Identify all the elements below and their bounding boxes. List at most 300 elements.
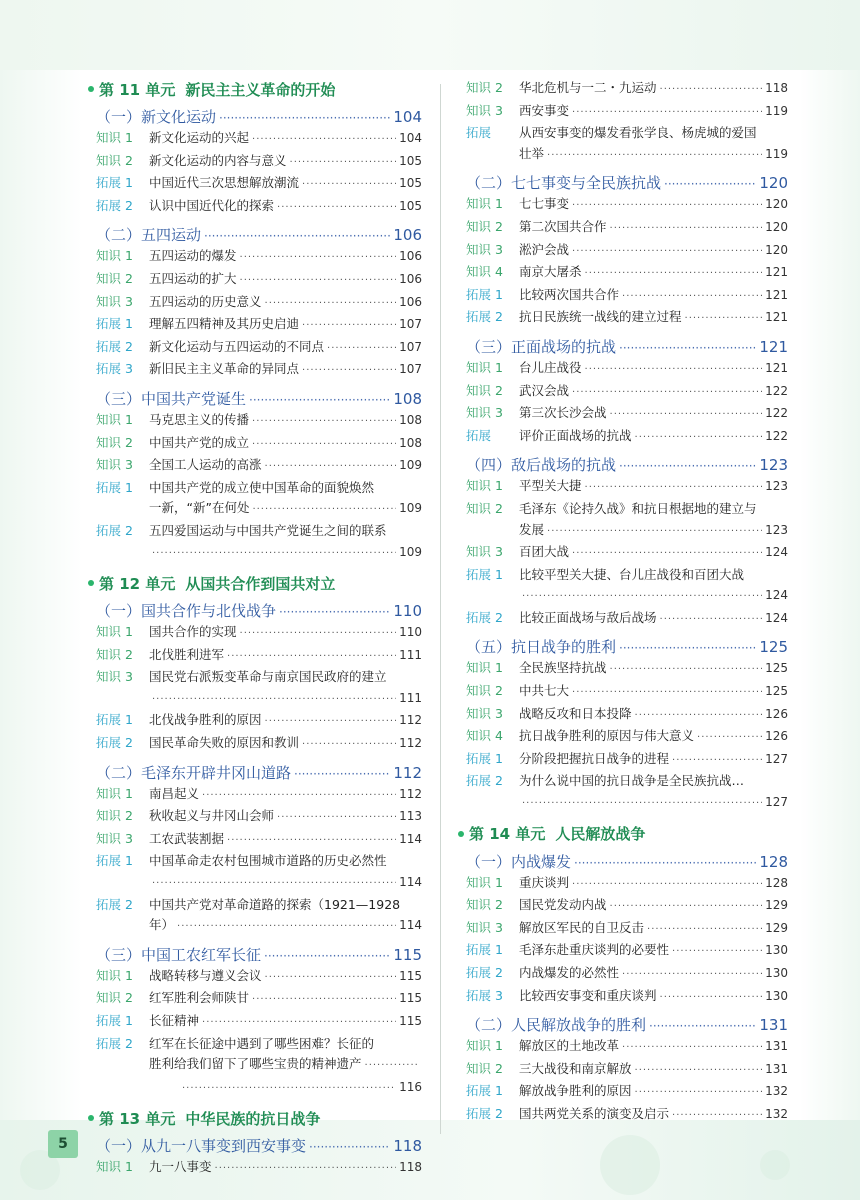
item-page: 106 <box>399 249 422 264</box>
knowledge-tag: 知识 1 <box>96 248 133 264</box>
item-text-continued <box>149 498 422 521</box>
toc-item[interactable] <box>458 565 788 608</box>
section-page: 112 <box>393 763 422 782</box>
item-body <box>149 733 422 756</box>
leader-dots <box>204 229 390 243</box>
extension-tag: 拓展 1 <box>466 1083 503 1099</box>
item-body <box>519 262 788 285</box>
toc-item[interactable] <box>458 307 788 330</box>
extension-tag: 拓展 1 <box>466 942 503 958</box>
item-text: 红军胜利会师陕甘 <box>149 990 250 1006</box>
item-text: 中国共产党的成立 <box>149 434 250 450</box>
item-body <box>149 337 422 360</box>
item-page: 125 <box>765 661 788 676</box>
toc-item[interactable] <box>88 151 422 174</box>
item-page: 109 <box>399 458 422 473</box>
knowledge-tag: 知识 1 <box>466 660 503 676</box>
leader-dots <box>660 988 763 1009</box>
leader-dots <box>182 1079 396 1100</box>
item-body <box>519 658 788 681</box>
item-page: 121 <box>765 310 788 325</box>
item-page: 115 <box>399 1014 422 1028</box>
section-entry[interactable] <box>458 851 788 873</box>
toc-item[interactable] <box>88 829 422 852</box>
leader-dots <box>649 1019 756 1033</box>
item-body <box>519 940 788 963</box>
section-entry[interactable] <box>88 944 422 966</box>
leader-dots <box>572 544 762 565</box>
item-body <box>519 1036 788 1059</box>
extension-tag: 拓展 1 <box>466 750 503 766</box>
leader-dots <box>660 80 763 101</box>
section-entry[interactable] <box>458 454 788 476</box>
section-page: 104 <box>393 108 422 126</box>
toc-item[interactable] <box>458 285 788 308</box>
item-page: 127 <box>765 751 788 766</box>
leader-dots <box>240 248 397 269</box>
item-text: 毛泽东《论持久战》和抗日根据地的建立与 <box>519 500 757 516</box>
leader-dots <box>572 242 762 263</box>
knowledge-tag: 知识 1 <box>96 130 133 145</box>
extension-tag: 拓展 3 <box>96 361 133 377</box>
item-page: 112 <box>399 736 422 751</box>
leader-dots <box>585 360 763 381</box>
leader-dots <box>265 968 397 989</box>
toc-item[interactable] <box>88 246 422 269</box>
item-body <box>519 358 788 381</box>
item-text: 抗日战争胜利的原因与伟大意义 <box>519 728 695 744</box>
item-page: 118 <box>399 1160 422 1175</box>
leader-dots <box>610 660 763 681</box>
leader-dots <box>610 219 763 240</box>
section-title: （四）敌后战场的抗战 <box>466 456 617 475</box>
toc-item[interactable] <box>458 426 788 449</box>
extension-tag: 拓展 1 <box>96 853 133 869</box>
leader-dots <box>635 428 763 449</box>
knowledge-tag: 知识 2 <box>466 897 503 913</box>
item-text: 中国共产党的成立使中国革命的面貌焕然 <box>149 479 375 495</box>
extension-tag: 拓展 2 <box>466 965 503 980</box>
leader-dots <box>585 478 763 499</box>
leader-dots <box>252 500 396 521</box>
toc-item[interactable] <box>88 292 422 315</box>
bullet-icon <box>88 580 94 586</box>
item-text: 北伐战争胜利的原因 <box>149 712 262 728</box>
leader-dots <box>302 735 396 756</box>
toc-item[interactable] <box>458 986 788 1009</box>
item-page: 121 <box>765 360 788 375</box>
toc-item[interactable] <box>458 403 788 426</box>
toc-item[interactable] <box>88 733 422 756</box>
extension-tag: 拓展 <box>466 427 492 443</box>
toc-item[interactable] <box>88 667 422 710</box>
knowledge-tag: 知识 4 <box>466 728 503 744</box>
item-text: 新旧民主主义革命的异同点 <box>149 361 300 377</box>
item-body <box>149 269 422 292</box>
item-page: 115 <box>399 968 422 983</box>
item-body <box>149 966 422 989</box>
knowledge-tag: 知识 4 <box>466 264 503 280</box>
toc-item[interactable] <box>88 269 422 292</box>
toc-item[interactable] <box>458 681 788 704</box>
toc-item[interactable] <box>88 895 422 938</box>
toc-item[interactable] <box>88 645 422 668</box>
section-title: （三）中国工农红军长征 <box>96 945 262 964</box>
item-text-continued <box>519 585 788 608</box>
leader-dots <box>610 405 763 426</box>
item-text-continued <box>149 688 422 711</box>
item-text: 台儿庄战役 <box>519 359 582 375</box>
item-text: 红军在长征途中遇到了哪些困难？长征的 <box>149 1035 375 1051</box>
item-text: 新文化运动的内容与意义 <box>149 152 287 168</box>
item-text: 华北危机与一二・九运动 <box>519 80 657 95</box>
section-entry[interactable] <box>88 1135 422 1157</box>
item-text: 国共合作的实现 <box>149 624 237 640</box>
item-body <box>519 749 788 772</box>
toc-left-column <box>88 78 422 1180</box>
toc-right-column <box>458 78 788 1127</box>
item-body <box>519 426 788 449</box>
toc-item[interactable] <box>458 1081 788 1104</box>
item-page: 124 <box>765 545 788 560</box>
item-text: 比较正面战场与敌后战场 <box>519 609 657 625</box>
item-text: 国民革命失败的原因和教训 <box>149 735 300 751</box>
section-page: 120 <box>759 174 788 193</box>
extension-tag: 拓展 2 <box>96 197 133 213</box>
column-divider <box>440 84 441 1134</box>
knowledge-tag: 知识 3 <box>96 669 133 685</box>
knowledge-tag: 知识 2 <box>96 152 133 168</box>
toc-item[interactable] <box>88 1157 422 1180</box>
item-body <box>149 988 422 1011</box>
item-page: 107 <box>399 362 422 377</box>
section-page: 106 <box>393 226 422 245</box>
leader-dots <box>365 1056 419 1077</box>
item-page: 132 <box>765 1106 788 1121</box>
toc-item[interactable] <box>458 499 788 542</box>
unit-label: 第 14 单元 <box>469 825 546 844</box>
header-band <box>0 0 860 70</box>
toc-item[interactable] <box>88 784 422 807</box>
toc-item[interactable] <box>88 173 422 196</box>
section-page: 131 <box>759 1016 788 1035</box>
extension-tag: 拓展 2 <box>466 309 503 325</box>
decor-circle <box>600 1135 660 1195</box>
item-text: 战略反攻和日本投降 <box>519 705 632 721</box>
toc-item[interactable] <box>458 940 788 963</box>
leader-dots <box>302 316 396 337</box>
section-page: 110 <box>393 602 422 621</box>
extension-tag: 拓展 <box>466 125 492 141</box>
section-title: （一）国共合作与北伐战争 <box>96 602 277 621</box>
toc-item[interactable] <box>458 262 788 285</box>
item-text: 武汉会战 <box>519 382 570 398</box>
item-page: 114 <box>399 875 422 890</box>
toc-item[interactable] <box>458 542 788 565</box>
item-body <box>519 1081 788 1104</box>
item-text: 第三次长沙会战 <box>519 405 607 421</box>
section-title: （三）正面战场的抗战 <box>466 337 617 356</box>
item-body <box>149 478 422 521</box>
item-body <box>519 681 788 704</box>
toc-item[interactable] <box>88 478 422 521</box>
toc-item[interactable] <box>458 895 788 918</box>
section-page: 108 <box>393 389 422 408</box>
knowledge-tag: 知识 1 <box>466 874 503 890</box>
item-text: 西安事变 <box>519 102 570 118</box>
toc-item[interactable] <box>88 455 422 478</box>
toc-item[interactable] <box>458 1036 788 1059</box>
extension-tag: 拓展 1 <box>466 566 503 582</box>
item-page: 109 <box>399 501 422 516</box>
item-body <box>519 285 788 308</box>
item-page: 105 <box>399 176 422 191</box>
leader-dots <box>622 965 762 986</box>
toc-item[interactable] <box>88 966 422 989</box>
item-body <box>519 895 788 918</box>
leader-dots <box>277 808 396 829</box>
item-body <box>149 1157 422 1180</box>
toc-item[interactable] <box>458 704 788 727</box>
item-text: 解放区军民的自卫反击 <box>519 919 645 935</box>
leader-dots <box>619 459 756 473</box>
item-body <box>149 128 422 151</box>
toc-item[interactable] <box>458 123 788 166</box>
leader-dots <box>660 610 763 631</box>
knowledge-tag: 知识 1 <box>466 478 503 494</box>
item-page: 108 <box>399 412 422 427</box>
leader-dots <box>202 1013 396 1034</box>
toc-item[interactable] <box>458 1059 788 1082</box>
item-body <box>519 78 788 101</box>
item-body <box>519 918 788 941</box>
extension-tag: 拓展 2 <box>466 1105 503 1121</box>
item-page: 130 <box>765 966 788 980</box>
item-page: 126 <box>765 706 788 721</box>
leader-dots <box>622 1038 762 1059</box>
toc-item[interactable] <box>88 359 422 382</box>
toc-item[interactable] <box>458 194 788 217</box>
knowledge-tag: 知识 3 <box>96 830 133 846</box>
leader-dots <box>302 361 396 382</box>
item-text-line2: 年） <box>149 917 175 933</box>
knowledge-tag: 知识 3 <box>466 705 503 721</box>
toc-item[interactable] <box>458 101 788 124</box>
section-title: （一）从九一八事变到西安事变 <box>96 1137 307 1156</box>
extension-tag: 拓展 1 <box>96 316 133 332</box>
item-text-continued <box>149 872 422 895</box>
item-text: 解放区的土地改革 <box>519 1038 620 1054</box>
section-title: （五）抗日战争的胜利 <box>466 638 617 657</box>
leader-dots <box>672 751 762 772</box>
toc-item[interactable] <box>458 873 788 896</box>
item-text: 平型关大捷 <box>519 478 582 494</box>
section-entry[interactable] <box>458 1014 788 1036</box>
item-body <box>519 1104 788 1127</box>
knowledge-tag: 知识 3 <box>466 102 503 118</box>
toc-item[interactable] <box>458 240 788 263</box>
leader-dots <box>522 794 762 815</box>
leader-dots <box>265 294 397 315</box>
leader-dots <box>585 264 763 285</box>
item-page: 129 <box>765 920 788 935</box>
toc-item[interactable] <box>458 78 788 101</box>
leader-dots <box>152 544 396 565</box>
toc-item[interactable] <box>458 658 788 681</box>
toc-item[interactable] <box>458 726 788 749</box>
right-margin-band <box>800 70 860 1120</box>
toc-item[interactable] <box>88 314 422 337</box>
knowledge-tag: 知识 1 <box>96 785 133 801</box>
item-page: 118 <box>765 81 788 95</box>
leader-dots <box>309 1140 390 1154</box>
toc-item[interactable] <box>458 1104 788 1127</box>
toc-item[interactable] <box>458 771 788 814</box>
toc-item[interactable] <box>458 476 788 499</box>
item-page: 110 <box>399 625 422 640</box>
leader-dots <box>277 198 396 219</box>
toc-item[interactable] <box>88 1034 422 1100</box>
leader-dots <box>290 153 397 174</box>
item-body <box>519 986 788 1009</box>
item-text: 内战爆发的必然性 <box>519 965 620 980</box>
item-body <box>149 173 422 196</box>
item-text: 新文化运动的兴起 <box>149 130 250 145</box>
item-body <box>519 771 788 814</box>
extension-tag: 拓展 1 <box>96 175 133 191</box>
section-entry[interactable] <box>88 388 422 410</box>
knowledge-tag: 知识 3 <box>466 405 503 421</box>
leader-dots <box>622 287 762 308</box>
item-text: 为什么说中国的抗日战争是全民族抗战… <box>519 773 745 789</box>
toc-item[interactable] <box>458 963 788 986</box>
toc-item[interactable] <box>88 521 422 564</box>
item-body <box>519 608 788 631</box>
item-body <box>519 1059 788 1082</box>
item-page: 112 <box>399 786 422 801</box>
item-text-continued <box>519 144 788 167</box>
item-page: 114 <box>399 831 422 846</box>
toc-item[interactable] <box>88 851 422 894</box>
item-page: 106 <box>399 294 422 309</box>
item-text: 理解五四精神及其历史启迪 <box>149 316 300 332</box>
toc-item[interactable] <box>458 381 788 404</box>
item-text: 马克思主义的传播 <box>149 411 250 427</box>
leader-dots <box>619 341 756 355</box>
item-text: 分阶段把握抗日战争的进程 <box>519 750 670 766</box>
toc-item[interactable] <box>458 217 788 240</box>
knowledge-tag: 知识 2 <box>466 500 503 516</box>
item-text: 国民党发动内战 <box>519 897 607 913</box>
section-title: （二）五四运动 <box>96 226 202 245</box>
item-page: 105 <box>399 198 422 213</box>
item-page: 120 <box>765 242 788 257</box>
section-page: 121 <box>759 337 788 356</box>
extension-tag: 拓展 1 <box>96 1013 133 1028</box>
toc-item[interactable] <box>88 806 422 829</box>
knowledge-tag: 知识 2 <box>96 646 133 662</box>
leader-dots <box>672 1106 762 1127</box>
item-body <box>519 476 788 499</box>
toc-item[interactable] <box>88 433 422 456</box>
toc-item[interactable] <box>88 622 422 645</box>
section-entry[interactable] <box>458 172 788 194</box>
item-body <box>519 123 788 166</box>
extension-tag: 拓展 2 <box>96 1035 133 1051</box>
item-page: 120 <box>765 219 788 234</box>
extension-tag: 拓展 2 <box>96 735 133 751</box>
extension-tag: 拓展 1 <box>466 286 503 302</box>
section-entry[interactable] <box>88 106 422 128</box>
item-body <box>149 1011 422 1034</box>
section-page: 125 <box>759 638 788 657</box>
leader-dots <box>547 522 762 543</box>
section-entry[interactable] <box>88 762 422 784</box>
item-body <box>519 726 788 749</box>
extension-tag: 拓展 3 <box>466 987 503 1003</box>
item-body <box>149 806 422 829</box>
section-entry[interactable] <box>88 600 422 622</box>
item-page: 130 <box>765 943 788 958</box>
item-page: 105 <box>399 153 422 168</box>
toc-item[interactable] <box>458 918 788 941</box>
knowledge-tag: 知识 3 <box>466 241 503 257</box>
leader-dots <box>697 728 762 749</box>
leader-dots <box>264 949 390 963</box>
item-body <box>149 196 422 219</box>
item-page: 124 <box>765 588 788 603</box>
item-text: 北伐胜利进军 <box>149 646 225 662</box>
knowledge-tag: 知识 1 <box>96 411 133 427</box>
item-page: 129 <box>765 898 788 913</box>
item-text: 百团大战 <box>519 544 570 560</box>
item-body <box>149 292 422 315</box>
section-entry[interactable] <box>458 336 788 358</box>
toc-item[interactable] <box>88 710 422 733</box>
toc-item[interactable] <box>88 1011 422 1034</box>
item-text: 新文化运动与五四运动的不同点 <box>149 338 325 354</box>
toc-item[interactable] <box>458 608 788 631</box>
item-body <box>519 403 788 426</box>
toc-item[interactable] <box>458 358 788 381</box>
toc-item[interactable] <box>458 749 788 772</box>
toc-item[interactable] <box>88 988 422 1011</box>
toc-item[interactable] <box>88 196 422 219</box>
item-page: 124 <box>765 610 788 625</box>
item-body <box>149 645 422 668</box>
section-entry[interactable] <box>458 636 788 658</box>
item-text: 中国共产党对革命道路的探索（1921—1928 <box>149 896 401 912</box>
item-page: 108 <box>399 435 422 450</box>
leader-dots <box>574 856 756 870</box>
toc-item[interactable] <box>88 410 422 433</box>
item-page: 121 <box>765 265 788 280</box>
section-title: （一）新文化运动 <box>96 108 217 126</box>
toc-item[interactable] <box>88 337 422 360</box>
extension-tag: 拓展 2 <box>466 773 503 789</box>
item-text: 中国革命走农村包围城市道路的历史必然性 <box>149 853 387 869</box>
item-body <box>519 381 788 404</box>
item-page: 122 <box>765 383 788 398</box>
item-text: 五四运动的爆发 <box>149 248 237 264</box>
leader-dots <box>664 177 756 191</box>
item-body <box>519 240 788 263</box>
item-page: 120 <box>765 197 788 212</box>
section-entry[interactable] <box>88 224 422 246</box>
toc-item[interactable] <box>88 128 422 151</box>
knowledge-tag: 知识 2 <box>96 434 133 450</box>
item-body <box>519 217 788 240</box>
